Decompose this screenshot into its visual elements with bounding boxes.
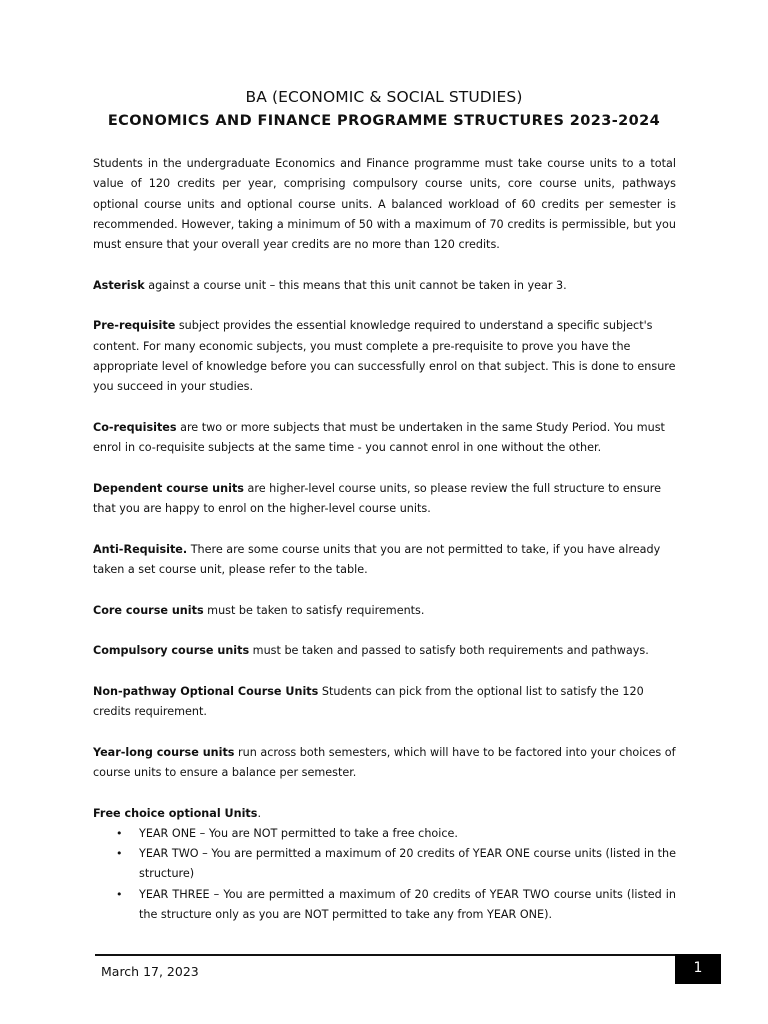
list-item-text: YEAR THREE – You are permitted a maximum of 20 credits of YEAR TWO course units (listed in the structure only as you are NOT permitted to take any from YEAR ONE). bbox=[139, 887, 676, 921]
definition-term: Anti-Requisite. bbox=[93, 542, 188, 556]
definition-non-pathway-optional bbox=[93, 682, 676, 723]
definition-term: Asterisk bbox=[93, 278, 145, 292]
definition-co-requisites bbox=[93, 418, 676, 459]
bullet-icon: • bbox=[116, 887, 123, 901]
definition-term: Pre-requisite bbox=[93, 319, 176, 333]
definition-text: Students can pick from the optional list to satisfy the 120 credits requirement. bbox=[93, 684, 644, 719]
definition-term: Compulsory course units bbox=[93, 644, 250, 658]
definition-text: subject provides the essential knowledge required to understand a specific subject's content. For many economic subjects, you must complete a pre-requisite to prove you have the appropriate level of knowledge before you can successfully enrol on that subject. This is done to ensure you succeed in your studies. bbox=[93, 319, 676, 394]
footer-divider bbox=[95, 954, 720, 956]
definition-dependent-course-units bbox=[93, 479, 676, 520]
definition-text: run across both semesters, which will have to be factored into your choices of course units to ensure a balance per semester. bbox=[93, 745, 676, 779]
list-item bbox=[93, 844, 676, 885]
definition-core-course-units bbox=[93, 601, 676, 621]
document-subtitle: ECONOMICS AND FINANCE PROGRAMME STRUCTURES 2023-2024 bbox=[107, 113, 661, 129]
definition-text: must be taken and passed to satisfy both requirements and pathways. bbox=[249, 644, 649, 658]
definition-term: Dependent course units bbox=[93, 481, 244, 495]
document-body bbox=[93, 154, 676, 925]
definition-text: There are some course units that you are not permitted to take, if you have already taken a set course unit, please refer to the table. bbox=[93, 542, 661, 576]
definition-year-long-course-units bbox=[93, 743, 676, 784]
list-item-text: YEAR ONE – You are NOT permitted to take a free choice. bbox=[139, 826, 458, 840]
free-choice-heading-suffix: . bbox=[257, 806, 262, 820]
free-choice-heading-text: Free choice optional Units bbox=[93, 806, 258, 820]
document-title: BA (ECONOMIC & SOCIAL STUDIES) bbox=[245, 88, 523, 106]
definition-text: are higher-level course units, so please review the full structure to ensure that you are happy to enrol on the higher-level course units. bbox=[93, 481, 662, 516]
definition-term: Core course units bbox=[93, 603, 204, 617]
list-item bbox=[93, 824, 676, 844]
list-item bbox=[93, 885, 676, 926]
bullet-icon: • bbox=[116, 826, 123, 840]
bullet-icon: • bbox=[116, 847, 123, 861]
free-choice-heading bbox=[93, 804, 676, 824]
page-number: 1 bbox=[675, 954, 721, 984]
definition-term: Co-requisites bbox=[93, 420, 177, 434]
definition-anti-requisite bbox=[93, 540, 676, 581]
footer-date: March 17, 2023 bbox=[101, 964, 199, 979]
definition-text: must be taken to satisfy requirements. bbox=[203, 603, 425, 617]
definition-asterisk bbox=[93, 276, 676, 296]
free-choice-list bbox=[93, 824, 676, 925]
definition-pre-requisite bbox=[93, 316, 676, 397]
definition-term: Year-long course units bbox=[93, 745, 235, 759]
intro-paragraph: Students in the undergraduate Economics and Finance programme must take course units to a total value of 120 credits per year, comprising compulsory course units, core course units, pathways optional course units and optional course units. A balanced workload of 60 credits per semester is recommended. However, taking a minimum of 50 with a maximum of 70 credits is permissible, but you must ensure that your overall year credits are no more than 120 credits. bbox=[93, 157, 676, 252]
definition-text: against a course unit – this means that this unit cannot be taken in year 3. bbox=[144, 278, 567, 292]
definition-term: Non-pathway Optional Course Units bbox=[93, 684, 319, 698]
definition-compulsory-course-units bbox=[93, 641, 676, 661]
definition-text: are two or more subjects that must be undertaken in the same Study Period. You must enrol in co-requisite subjects at the same time - you cannot enrol in one without the other. bbox=[93, 420, 665, 455]
list-item-text: YEAR TWO – You are permitted a maximum of 20 credits of YEAR ONE course units (listed in the structure) bbox=[139, 847, 676, 881]
